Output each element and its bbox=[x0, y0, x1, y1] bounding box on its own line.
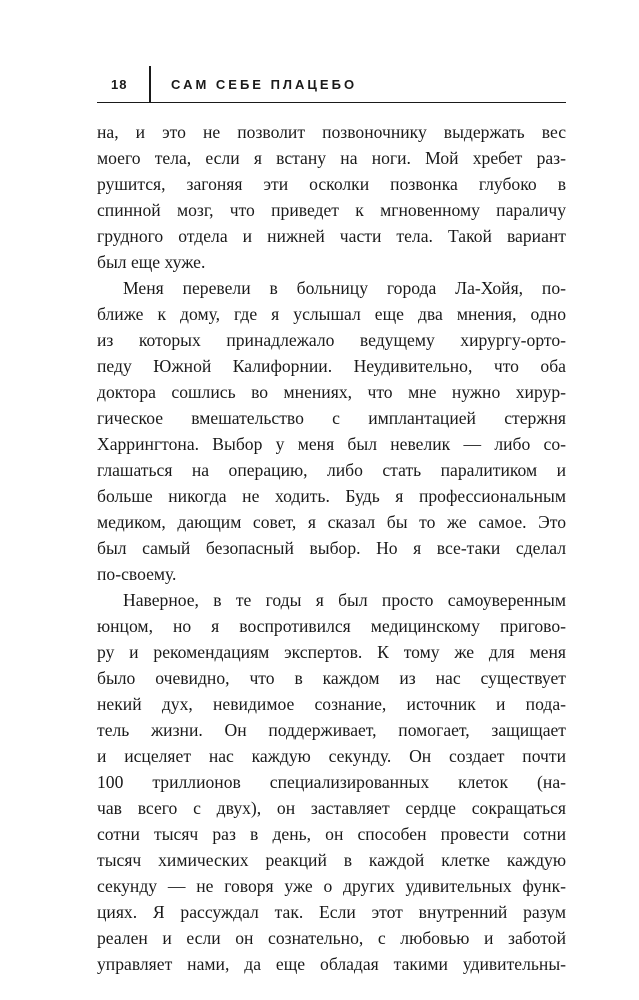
paragraph-first-line: Наверное, в те годы я был просто самоуверенным bbox=[123, 590, 566, 610]
text-line: ближе к дому, где я услышал еще два мнения, одно bbox=[97, 304, 566, 324]
text-line: грудного отдела и нижней части тела. Такой вариант bbox=[97, 226, 566, 246]
text-line: сотни тысяч раз в день, он способен провести сотни bbox=[97, 824, 566, 844]
text-line: педу Южной Калифорнии. Неудивительно, что оба bbox=[97, 356, 566, 376]
text-line: глашаться на операцию, либо стать паралитиком и bbox=[97, 460, 566, 480]
text-line: на, и это не позволит позвоночнику выдержать вес bbox=[97, 122, 566, 142]
text-line: был еще хуже. bbox=[97, 252, 206, 272]
text-line: было очевидно, что в каждом из нас существует bbox=[97, 668, 566, 688]
header-rule bbox=[97, 102, 566, 103]
paragraph-first-line: Меня перевели в больницу города Ла-Хойя, по- bbox=[123, 278, 566, 298]
running-title: САМ СЕБЕ ПЛАЦЕБО bbox=[171, 77, 358, 92]
text-line: секунду — не говоря уже о других удивительных функ- bbox=[97, 876, 566, 896]
text-line: чав всего с двух), он заставляет сердце сокращаться bbox=[97, 798, 566, 818]
text-line: был самый безопасный выбор. Но я все-таки сделал bbox=[97, 538, 566, 558]
text-line: гическое вмешательство с имплантацией стержня bbox=[97, 408, 566, 428]
page-number: 18 bbox=[111, 77, 128, 92]
text-line: из которых принадлежало ведущему хирургу-орто- bbox=[97, 330, 566, 350]
text-line: доктора сошлись во мнениях, что мне нужно хирур- bbox=[97, 382, 566, 402]
body-text bbox=[97, 119, 566, 977]
text-line: ру и рекомендациям экспертов. К тому же для меня bbox=[97, 642, 566, 662]
text-line: юнцом, но я воспротивился медицинскому пригово- bbox=[97, 616, 566, 636]
text-line: больше никогда не ходить. Будь я профессиональным bbox=[97, 486, 566, 506]
text-line: некий дух, невидимое сознание, источник и пода- bbox=[97, 694, 566, 714]
text-line: управляет нами, да еще обладая такими удивительны- bbox=[97, 954, 566, 974]
text-line: по-своему. bbox=[97, 564, 177, 584]
header-divider bbox=[149, 66, 151, 102]
text-line: циях. Я рассуждал так. Если этот внутренний разум bbox=[97, 902, 566, 922]
text-line: медиком, дающим совет, я сказал бы то же самое. Это bbox=[97, 512, 566, 532]
text-line: тысяч химических реакций в каждой клетке каждую bbox=[97, 850, 566, 870]
text-line: рушится, загоняя эти осколки позвонка глубоко в bbox=[97, 174, 566, 194]
text-line: реален и если он сознательно, с любовью и заботой bbox=[97, 928, 566, 948]
text-line: и исцеляет нас каждую секунду. Он создает почти bbox=[97, 746, 566, 766]
text-line: Харрингтона. Выбор у меня был невелик — либо со- bbox=[97, 434, 566, 454]
text-line: 100 триллионов специализированных клеток (на- bbox=[97, 772, 566, 792]
text-line: тель жизни. Он поддерживает, помогает, защищает bbox=[97, 720, 566, 740]
page-header bbox=[97, 62, 566, 102]
text-line: моего тела, если я встану на ноги. Мой хребет раз- bbox=[97, 148, 566, 168]
text-line: спинной мозг, что приведет к мгновенному параличу bbox=[97, 200, 566, 220]
